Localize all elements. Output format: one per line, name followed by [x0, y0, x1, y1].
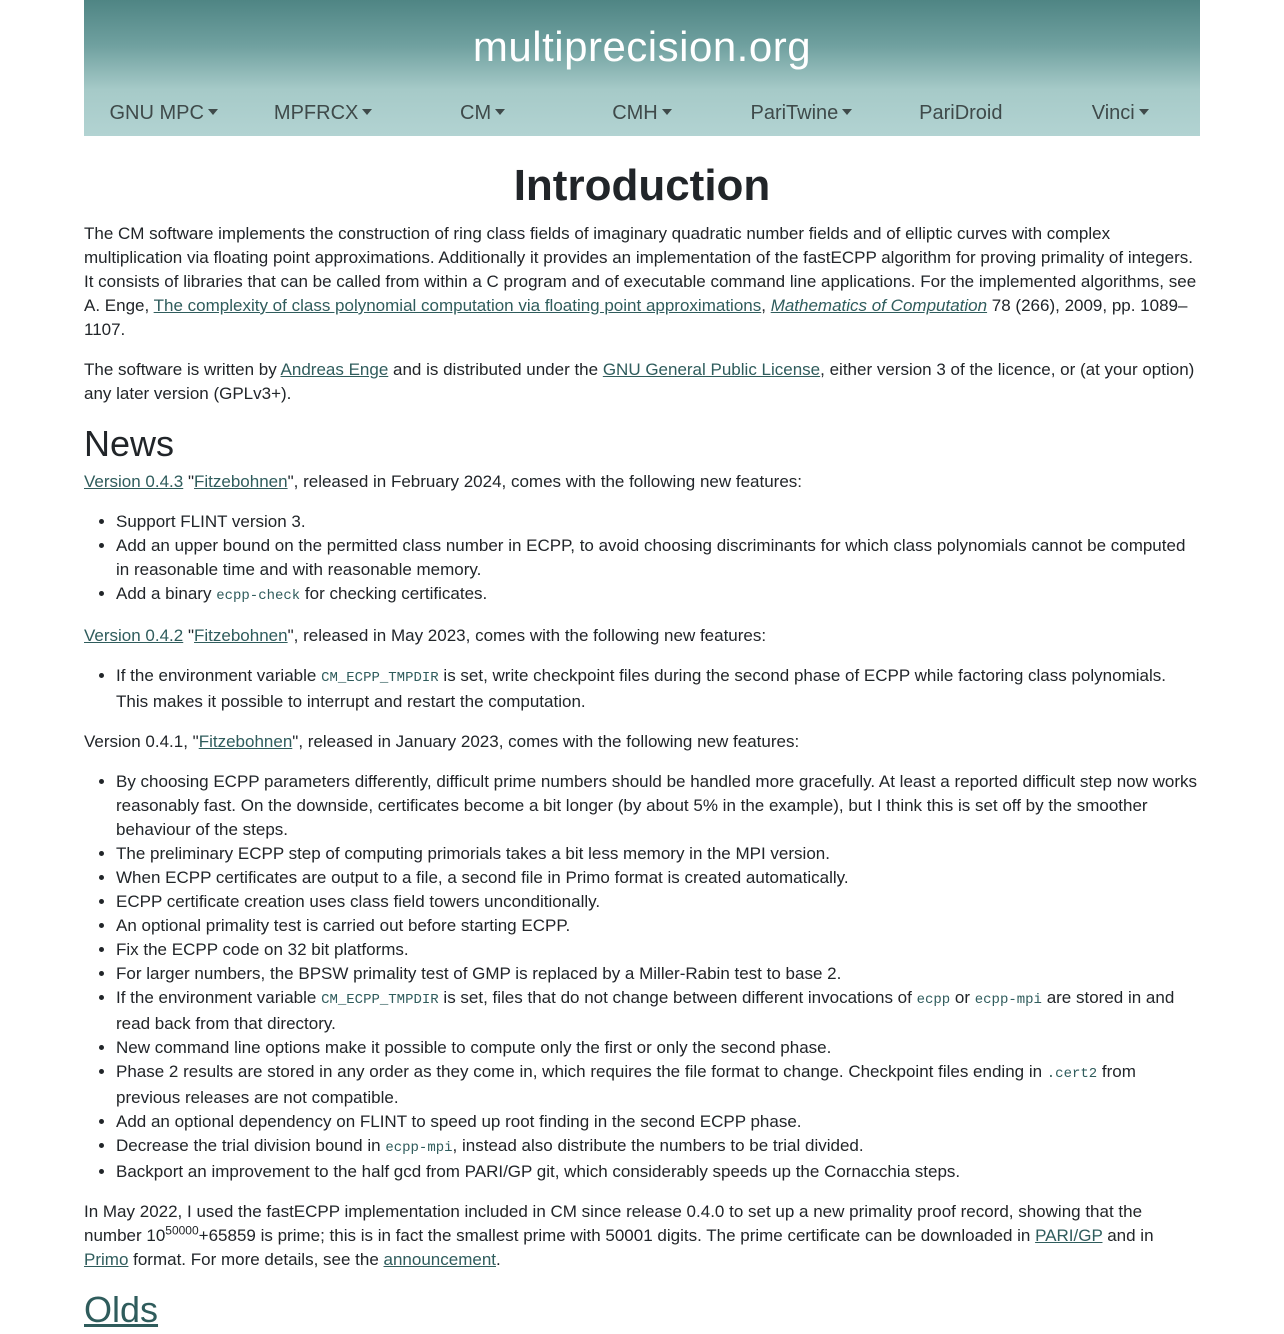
release-0-4-1-intro: [84, 730, 1200, 754]
intro-text: The CM software implements the construction of ring class fields of imaginary quadratic number fields and of elliptic curves with complex multiplication via floating point approximations. Additionally it provides an implementation of the fastECPP algorithm for proving primality of integers. It consists of libraries that can be called from within a C program and of executable command line applications. For the implemented algorithms, see A. Enge,: [84, 224, 1197, 315]
list-item: • Fix the ECPP code on 32 bit platforms.: [116, 938, 1200, 962]
fitzebohnen-link[interactable]: Fitzebohnen: [194, 626, 288, 645]
list-item: • Add an optional dependency on FLINT to speed up root finding in the second ECPP phase.: [116, 1110, 1200, 1134]
list-item: • For larger numbers, the BPSW primality test of GMP is replaced by a Miller-Rabin test to base 2.: [116, 962, 1200, 986]
announcement-link[interactable]: announcement: [383, 1250, 496, 1269]
license-text-1: The software is written by: [84, 360, 281, 379]
intro-heading: Introduction: [513, 161, 771, 210]
nav-label: MPFRCX: [273, 102, 359, 124]
release-0-4-2-features: [84, 664, 1200, 714]
chevron-down-icon: [362, 109, 372, 115]
nav-vinci[interactable]: [1041, 70, 1200, 136]
version-0-4-2-link[interactable]: Version 0.4.2: [84, 626, 184, 645]
author-link[interactable]: Andreas Enge: [280, 360, 389, 379]
list-item: • By choosing ECPP parameters differently, difficult prime numbers should be handled more gracefully. At least a reported difficult step now works reasonably fast. On the downside, certificates become a bit longer (by about 5% in the example), but I think this is set off by the smoother behaviour of the steps.: [116, 770, 1200, 842]
item-text: , instead also distribute the numbers to be trial divided.: [452, 1136, 864, 1155]
nav-label: Vinci: [1091, 102, 1135, 124]
code-env-var: CM_ECPP_TMPDIR: [321, 992, 439, 1008]
code-ecpp-mpi: ecpp-mpi: [974, 992, 1042, 1008]
code-ecpp: ecpp: [916, 992, 951, 1008]
list-item: • Support FLINT version 3.: [116, 510, 1200, 534]
chevron-down-icon: [208, 109, 218, 115]
list-item: [116, 582, 1200, 608]
list-item: [116, 1134, 1200, 1160]
release-text: ", released in May 2023, comes with the following new features:: [287, 626, 767, 645]
record-text: and in: [1102, 1226, 1154, 1245]
nav-mpfrcx[interactable]: [243, 70, 402, 136]
journal-link[interactable]: Mathematics of Computation: [770, 296, 988, 315]
chevron-down-icon: [662, 109, 672, 115]
release-prefix: Version 0.4.1, ": [84, 732, 199, 751]
item-text: Decrease the trial division bound in: [116, 1136, 386, 1155]
release-0-4-1-features: [84, 770, 1200, 1184]
nav-cm[interactable]: [403, 70, 562, 136]
comma-text: ,: [761, 296, 771, 315]
list-item: [116, 664, 1200, 714]
chevron-down-icon: [1139, 109, 1149, 115]
item-text: are stored in and read back from that directory.: [116, 988, 1175, 1033]
page-container: [84, 0, 1200, 1332]
release-0-4-3-intro: [84, 470, 1200, 494]
paper-link[interactable]: The complexity of class polynomial computation via floating point approximations: [153, 296, 762, 315]
item-text: is set, files that do not change between different invocations of: [438, 988, 917, 1007]
nav-cmh[interactable]: [562, 70, 721, 136]
news-heading: News: [84, 423, 175, 464]
olds-link[interactable]: Olds: [84, 1289, 159, 1330]
primo-link[interactable]: Primo: [84, 1250, 129, 1269]
site-header: [84, 0, 1200, 136]
list-item: • Add an upper bound on the permitted class number in ECPP, to avoid choosing discriminants for which class polynomials cannot be computed in reasonable time and with reasonable memory.: [116, 534, 1200, 582]
record-text: +65859 is prime; this is in fact the smallest prime with 50001 digits. The prime certificate can be downloaded in: [198, 1226, 1036, 1245]
list-item: • Backport an improvement to the half gcd from PARI/GP git, which considerably speeds up the Cornacchia steps.: [116, 1160, 1200, 1184]
nav-label: GNU MPC: [109, 102, 204, 124]
list-item: [116, 1060, 1200, 1110]
record-text: In May 2022, I used the fastECPP implementation included in CM since release 0.4.0 to set up a new primality proof record, showing that the number 10: [84, 1202, 1143, 1245]
fitzebohnen-link[interactable]: Fitzebohnen: [198, 732, 293, 751]
license-text-2: and is distributed under the: [388, 360, 603, 379]
nav-label: CMH: [612, 102, 658, 124]
nav-paritwine[interactable]: [722, 70, 881, 136]
record-text: .: [496, 1250, 501, 1269]
item-text: If the environment variable: [116, 988, 322, 1007]
list-item: • An optional primality test is carried out before starting ECPP.: [116, 914, 1200, 938]
code-cert2: .cert2: [1046, 1066, 1098, 1082]
quote-text: ": [183, 626, 195, 645]
nav-label: PariDroid: [919, 102, 1003, 124]
item-text: Add a binary: [116, 584, 217, 603]
record-paragraph: [84, 1200, 1200, 1272]
code-ecpp-mpi: ecpp-mpi: [385, 1140, 453, 1156]
release-0-4-2-intro: [84, 624, 1200, 648]
license-text-3: , either version 3 of the licence, or (at your option) any later version (GPLv3+).: [84, 360, 1195, 403]
license-paragraph: [84, 358, 1200, 406]
exponent: 50000: [165, 1223, 199, 1238]
pari-gp-link[interactable]: PARI/GP: [1035, 1226, 1103, 1245]
item-text: is set, write checkpoint files during the second phase of ECPP while factoring class polynomials. This makes it possible to interrupt and restart the computation.: [116, 666, 1166, 711]
release-0-4-3-features: [84, 510, 1200, 608]
quote-text: ": [183, 472, 195, 491]
nav-paridroid[interactable]: [881, 70, 1040, 136]
list-item: • New command line options make it possible to compute only the first or only the second phase.: [116, 1036, 1200, 1060]
list-item: [116, 986, 1200, 1036]
list-item: • The preliminary ECPP step of computing primorials takes a bit less memory in the MPI version.: [116, 842, 1200, 866]
intro-paragraph: [84, 222, 1200, 342]
list-item: • ECPP certificate creation uses class field towers unconditionally.: [116, 890, 1200, 914]
site-title[interactable]: multiprecision.org: [472, 23, 812, 70]
main-content: [84, 136, 1200, 1332]
release-text: ", released in February 2024, comes with the following new features:: [287, 472, 803, 491]
version-0-4-3-link[interactable]: Version 0.4.3: [84, 472, 184, 491]
item-text: from previous releases are not compatible.: [116, 1062, 1136, 1107]
chevron-down-icon: [495, 109, 505, 115]
item-text: for checking certificates.: [300, 584, 488, 603]
citation-tail: 78 (266), 2009, pp. 1089–1107.: [84, 296, 1188, 339]
list-item: • When ECPP certificates are output to a file, a second file in Primo format is created automatically.: [116, 866, 1200, 890]
nav-gnu-mpc[interactable]: [84, 70, 243, 136]
chevron-down-icon: [842, 109, 852, 115]
item-text: If the environment variable: [116, 666, 322, 685]
main-nav: [84, 70, 1200, 136]
nav-label: PariTwine: [750, 102, 839, 124]
item-text: or: [950, 988, 975, 1007]
fitzebohnen-link[interactable]: Fitzebohnen: [194, 472, 288, 491]
license-link[interactable]: GNU General Public License: [602, 360, 821, 379]
code-env-var: CM_ECPP_TMPDIR: [321, 670, 439, 686]
nav-label: CM: [460, 102, 492, 124]
release-text: ", released in January 2023, comes with the following new features:: [292, 732, 800, 751]
item-text: Phase 2 results are stored in any order as they come in, which requires the file format to change. Checkpoint files ending in: [116, 1062, 1047, 1081]
code-ecpp-check: ecpp-check: [216, 588, 301, 604]
olds-heading: [84, 1288, 1200, 1332]
record-text: format. For more details, see the: [128, 1250, 384, 1269]
